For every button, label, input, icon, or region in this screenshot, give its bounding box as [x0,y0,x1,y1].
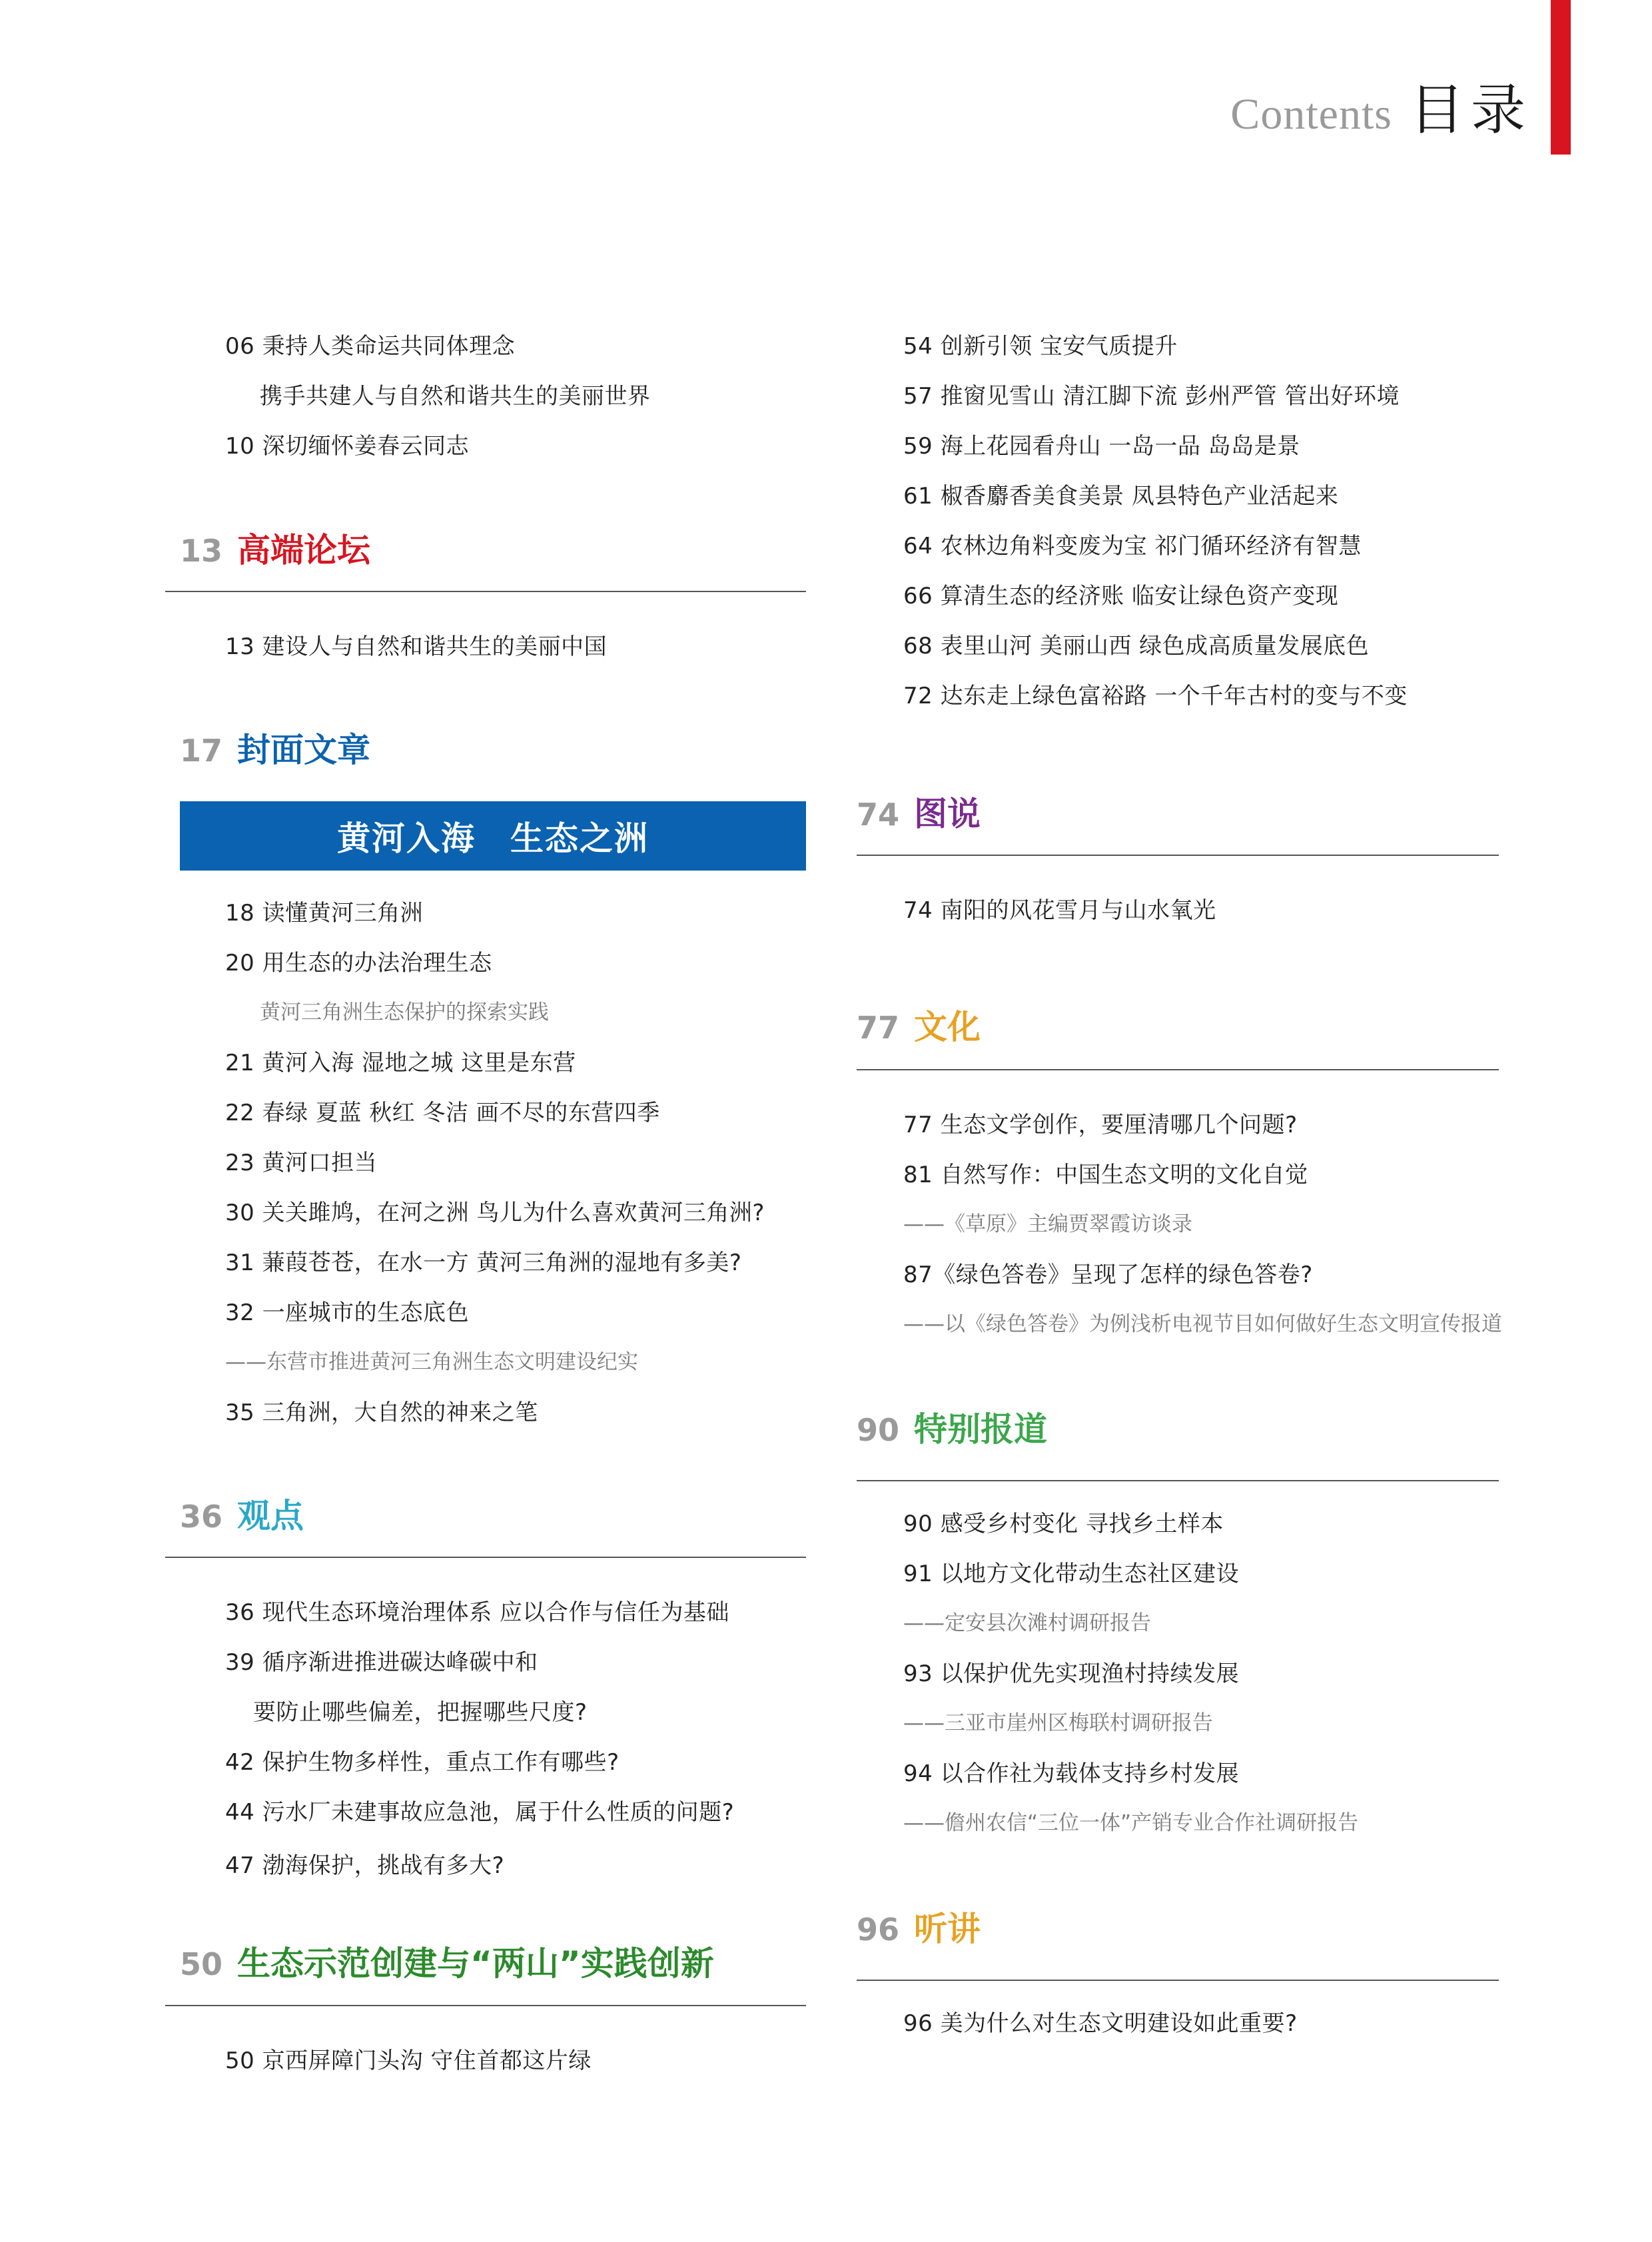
section-culture [857,1000,981,1048]
section-divider [857,1980,1499,1981]
toc-item[interactable]: 68 表里山河 美丽山西 绿色成高质量发展底色 [903,633,1370,659]
section-number: 74 [857,797,900,833]
toc-item[interactable]: 06 秉持人类命运共同体理念 [225,333,516,360]
toc-item[interactable]: 18 读懂黄河三角洲 [225,900,424,927]
section-title: 听讲 [914,1910,981,1948]
section-number: 36 [180,1499,223,1535]
section-title: 高端论坛 [237,531,371,569]
section-divider [857,1069,1499,1070]
toc-item[interactable]: 44 污水厂未建事故应急池，属于什么性质的问题? [225,1799,735,1826]
section-title: 特别报道 [914,1410,1048,1449]
section-divider [165,1557,806,1558]
toc-item[interactable]: 47 渤海保护，挑战有多大? [225,1852,505,1879]
toc-item[interactable]: 13 建设人与自然和谐共生的美丽中国 [225,633,608,660]
toc-item-continuation[interactable]: 要防止哪些偏差，把握哪些尺度? [253,1699,588,1726]
toc-subtitle: ——儋州农信“三位一体”产销专业合作社调研报告 [903,1811,1359,1835]
red-corner-bar [1551,0,1571,155]
toc-item[interactable]: 77 生态文学创作，要厘清哪几个问题? [903,1112,1298,1138]
cover-story-banner: 黄河入海 生态之洲 [180,801,806,871]
section-number: 90 [857,1412,900,1448]
toc-item[interactable]: 81 自然写作：中国生态文明的文化自觉 [903,1162,1308,1188]
toc-item[interactable]: 50 京西屏障门头沟 守住首都这片绿 [225,2048,592,2074]
toc-subtitle: ——定安县次滩村调研报告 [903,1611,1151,1635]
toc-subtitle: ——《草原》主编贾翠霞访谈录 [903,1212,1192,1236]
section-cover [180,723,370,771]
toc-subtitle: 黄河三角洲生态保护的探索实践 [260,1000,549,1024]
toc-item[interactable]: 32 一座城市的生态底色 [225,1300,470,1326]
toc-item[interactable]: 96 美为什么对生态文明建设如此重要? [903,2010,1298,2037]
section-title: 封面文章 [237,731,371,769]
toc-item[interactable]: 39 循序渐进推进碳达峰碳中和 [225,1649,538,1676]
section-divider [165,591,806,592]
toc-item[interactable]: 21 黄河入海 湿地之城 这里是东营 [225,1050,576,1076]
toc-item[interactable]: 35 三角洲，大自然的神来之笔 [225,1399,538,1426]
toc-item[interactable]: 94 以合作社为载体支持乡村发展 [903,1760,1240,1787]
section-number: 13 [180,533,223,569]
toc-item[interactable]: 36 现代生态环境治理体系 应以合作与信任为基础 [225,1599,729,1626]
section-title: 生态示范创建与“两山”实践创新 [237,1944,714,1983]
toc-item[interactable]: 66 算清生态的经济账 临安让绿色资产变现 [903,583,1339,609]
toc-item[interactable]: 61 椒香麝香美食美景 凤县特色产业活起来 [903,483,1339,510]
toc-item[interactable]: 42 保护生物多样性，重点工作有哪些? [225,1749,620,1776]
section-views [180,1489,304,1537]
section-title: 观点 [237,1497,304,1535]
section-title: 文化 [914,1008,981,1046]
section-divider [165,2005,806,2006]
section-divider [857,855,1499,856]
section-demo [180,1937,714,1985]
contents-title-zh: 目录 [1409,79,1532,142]
section-forum [180,524,370,571]
toc-item[interactable]: 57 推窗见雪山 清江脚下流 彭州严管 管出好环境 [903,383,1400,410]
toc-subtitle: ——三亚市崖州区梅联村调研报告 [903,1711,1213,1735]
toc-item[interactable]: 72 达东走上绿色富裕路 一个千年古村的变与不变 [903,683,1408,709]
toc-item[interactable]: 10 深切缅怀姜春云同志 [225,433,470,460]
section-special [857,1403,1047,1451]
toc-item[interactable]: 74 南阳的风花雪月与山水氧光 [903,897,1216,924]
section-title: 图说 [914,795,981,833]
contents-title-en: Contents [1230,90,1392,139]
section-number: 17 [180,733,223,769]
toc-item[interactable]: 59 海上花园看舟山 一岛一品 岛岛是景 [903,433,1300,460]
toc-subtitle: ——东营市推进黄河三角洲生态文明建设纪实 [225,1350,638,1374]
toc-subtitle: ——以《绿色答卷》为例浅析电视节目如何做好生态文明宣传报道 [903,1312,1502,1336]
section-number: 96 [857,1912,900,1948]
toc-item[interactable]: 90 感受乡村变化 寻找乡土样本 [903,1511,1224,1537]
section-divider [857,1480,1499,1481]
toc-item[interactable]: 87《绿色答卷》呈现了怎样的绿色答卷? [903,1262,1313,1288]
toc-item-continuation[interactable]: 携手共建人与自然和谐共生的美丽世界 [260,383,651,410]
contents-header [1230,67,1532,145]
toc-item[interactable]: 30 关关雎鸠，在河之洲 鸟儿为什么喜欢黄河三角洲? [225,1200,765,1226]
section-tushuo [857,787,981,835]
toc-item[interactable]: 93 以保护优先实现渔村持续发展 [903,1661,1240,1687]
section-number: 77 [857,1010,900,1046]
toc-item[interactable]: 31 蒹葭苍苍，在水一方 黄河三角洲的湿地有多美? [225,1250,742,1276]
toc-item[interactable]: 23 黄河口担当 [225,1150,378,1176]
toc-item[interactable]: 20 用生态的办法治理生态 [225,950,492,976]
toc-item[interactable]: 91 以地方文化带动生态社区建设 [903,1561,1240,1587]
toc-item[interactable]: 54 创新引领 宝安气质提升 [903,333,1178,360]
section-number: 50 [180,1946,223,1982]
section-lecture [857,1902,981,1950]
toc-item[interactable]: 22 春绿 夏蓝 秋红 冬洁 画不尽的东营四季 [225,1100,660,1126]
toc-item[interactable]: 64 农林边角料变废为宝 祁门循环经济有智慧 [903,533,1362,560]
